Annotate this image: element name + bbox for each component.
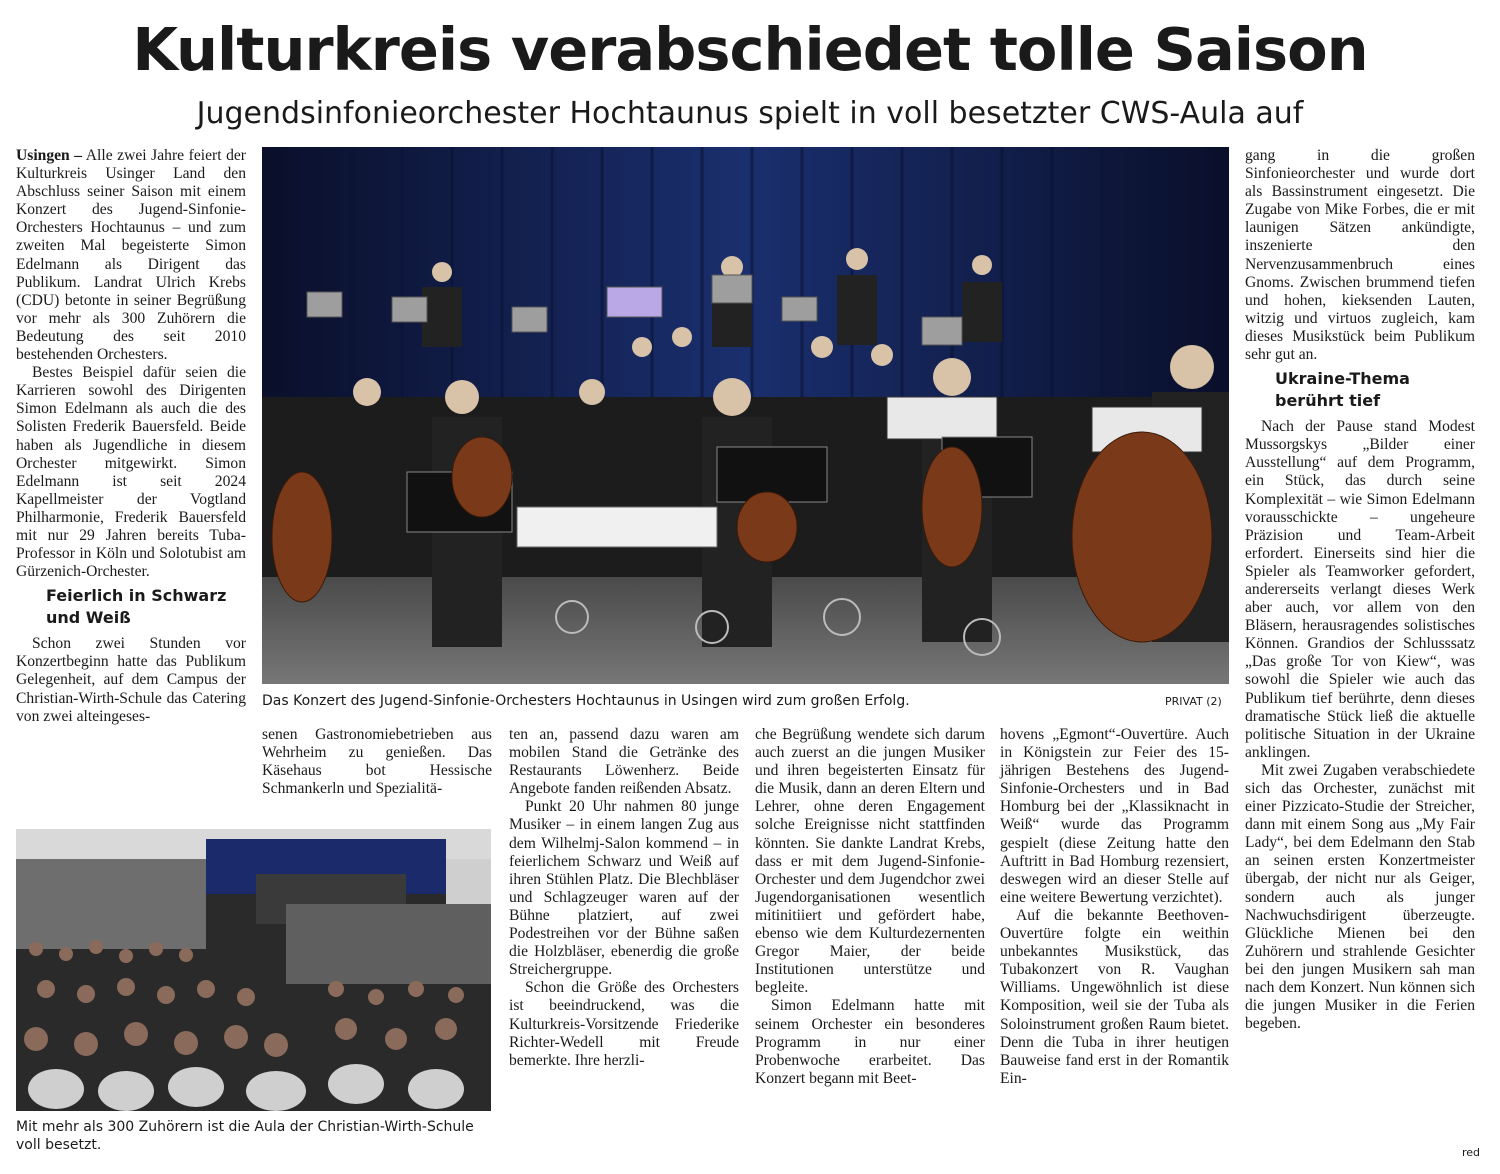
column-5: [1000, 726, 1229, 1088]
paragraph: hovens „Egmont“-Ouvertüre. Auch in Königstein zur Feier des 15-jährigen Bestehens des Jugend-Sinfonie-Orchesters und in Bad Homburg bei der „Klassiknacht in Weiß“ wurde das Programm gespielt (diese Zeitung hatte den Auftritt in Bad Homburg rezensiert, deswegen wird an dieser Stelle auf eine weitere Bewertung verzichtet).: [1000, 726, 1229, 906]
audience-photo: [16, 829, 491, 1111]
paragraph: Auf die bekannte Beethoven-Ouvertüre folgte ein weithin unbekanntes Musikstück, das Tubakonzert von R. Vaughan Williams. Ungewöhnlich ist diese Komposition, weil sie der Tuba als Soloinstrument großen Raum bietet. Denn die Tuba in ihrer heutigen Bauweise fand erst in der Romantik Ein-: [1000, 906, 1229, 1087]
subheadline: Jugendsinfonieorchester Hochtaunus spielt in voll besetzter CWS-Aula auf: [196, 96, 1304, 131]
section-heading: Ukraine-Thema berührt tief: [1275, 369, 1410, 411]
paragraph: Bestes Beispiel dafür seien die Karrieren sowohl des Dirigenten Simon Edelmann als auch die des Solisten Frederik Bauersfeld. Beide haben als Jugendliche in diesem Orchester mitgewirkt. Simon Edelmann ist seit 2024 Kapellmeister der Vogtland Philharmonie, Frederik Bauersfeld mit nur 29 Jahren bereits Tuba-Professor in Köln und Solotubist am Gürzenich-Orchester.: [16, 364, 246, 581]
paragraph: Schon die Größe des Orchesters ist beeindruckend, was die Kulturkreis-Vorsitzende Friederike Richter-Wedell mit Freude bemerkte. Ihre herzli-: [509, 979, 739, 1069]
paragraph: Nach der Pause stand Modest Mussorgskys „Bilder einer Ausstellung“ auf dem Programm, ein Stück, das durch seine Komplexität – wie Simon Edelmann vorausschickte – ungeheure Präzision und Team-Arbeit erfordert. Einerseits sind hier die Spieler als Teamworker gefordert, andererseits verlangt dieses Werk aber auch, vor allem von den Bläsern, herausragendes solistisches Können. Grandios der Schlusssatz „Das große Tor von Kiew“, was sowohl die Spieler wie auch das Publikum tief berührte, denn dieses dramatische Stück ließ die aktuelle politische Situation in der Ukraine anklingen.: [1245, 418, 1475, 761]
paragraph: senen Gastronomiebetrieben aus Wehrheim zu genießen. Das Käsehaus bot Hessische Schmankerln und Spezialitä-: [262, 726, 492, 798]
paragraph: che Begrüßung wendete sich darum auch zuerst an die jungen Musiker und ihren begeisterten Einsatz für die Musik, dann an deren Eltern und Lehrer, ohne deren Engagement solche Ereignisse nicht stattfinden könnten. Sie dankte Landrat Krebs, dass er mit dem Jugend-Sinfonie-Orchester und dem Jugendchor zwei Jugendorganisationen wesentlich mitinitiiert und gefördert habe, ebenso wie dem Kulturdezernenten Gregor Maier, der beide Institutionen unterstütze und begleite.: [755, 726, 985, 997]
orchestra-photo: [262, 147, 1229, 684]
photo-caption: Das Konzert des Jugend-Sinfonie-Orchesters Hochtaunus in Usingen wird zum großen Erfolg.: [262, 693, 910, 709]
paragraph: Schon zwei Stunden vor Konzertbeginn hatte das Publikum Gelegenheit, auf dem Campus der Christian-Wirth-Schule das Catering von zwei alteingeses-: [16, 635, 246, 725]
section-heading: Feierlich in Schwarz und Weiß: [46, 586, 227, 628]
headline: Kulturkreis verabschiedet tolle Saison: [132, 15, 1368, 84]
column-4: [755, 726, 985, 1088]
paragraph: Punkt 20 Uhr nahmen 80 junge Musiker – in einem langen Zug aus dem Wilhelmj-Salon kommend – in feierlichem Schwarz und Weiß auf ihren Stühlen Platz. Die Blechbläser und Schlagzeuger waren auf der Bühne platziert, auf zwei Podestreihen vor der Bühne saßen die Holzbläser, ebenerdig die große Streichergruppe.: [509, 798, 739, 979]
paragraph: Simon Edelmann hatte mit seinem Orchester ein besonderes Programm in nur einer Probenwoche erarbeitet. Das Konzert begann mit Beet-: [755, 997, 985, 1087]
column-1: [16, 147, 246, 726]
author-signature: red: [1462, 1146, 1481, 1159]
paragraph: Mit zwei Zugaben verabschiedete sich das Orchester, zunächst mit einer Pizzicato-Studie der Streicher, dann mit einem Song aus „My Fair Lady“, bei dem Edelmann den Stab an seinen ersten Konzertmeister übergab, der nicht nur als Geiger, sondern auch als junger Nachwuchsdirigent überzeugte. Glückliche Mienen bei den Zuhörern und strahlende Gesichter bei den jungen Musikern sah man nach dem Konzert. Nun können sich die jungen Musiker in die Ferien begeben.: [1245, 761, 1475, 1033]
photo-credit: PRIVAT (2): [1165, 695, 1222, 708]
paragraph: gang in die großen Sinfonieorchester und wurde dort als Bassinstrument eingesetzt. Die Zugabe von Mike Forbes, die er mit launigen Sätzen ankündigte, inszenierte den Nervenzusammenbruch eines Gnoms. Zwischen brummend tiefen und hohen, kieksenden Lauten, witzig und virtuos zugleich, kam dieses Musikstück beim Publikum sehr gut an.: [1245, 147, 1475, 364]
photo-caption-small: Mit mehr als 300 Zuhörern ist die Aula der Christian-Wirth-Schule voll besetzt.: [16, 1119, 474, 1153]
paragraph: ten an, passend dazu waren am mobilen Stand die Getränke des Restaurants Löwenherz. Beide Angebote fanden reißenden Absatz.: [509, 726, 739, 798]
column-2: [262, 726, 492, 798]
paragraph-text: Alle zwei Jahre feiert der Kulturkreis Usinger Land den Abschluss seiner Saison mit einem Konzert des Jugend-Sinfonie-Orchesters Hochtaunus – und zum zweiten Mal begeisterte Simon Edelmann als Dirigent das Publikum. Landrat Ulrich Krebs (CDU) betonte in seiner Begrüßung vor mehr als 300 Zuhörern die Bedeutung des seit 2010 bestehenden Orchesters.: [16, 147, 246, 364]
dateline: Usingen –: [16, 147, 83, 164]
paragraph: [16, 147, 246, 364]
column-3: [509, 726, 739, 1070]
column-6: [1245, 147, 1475, 1033]
